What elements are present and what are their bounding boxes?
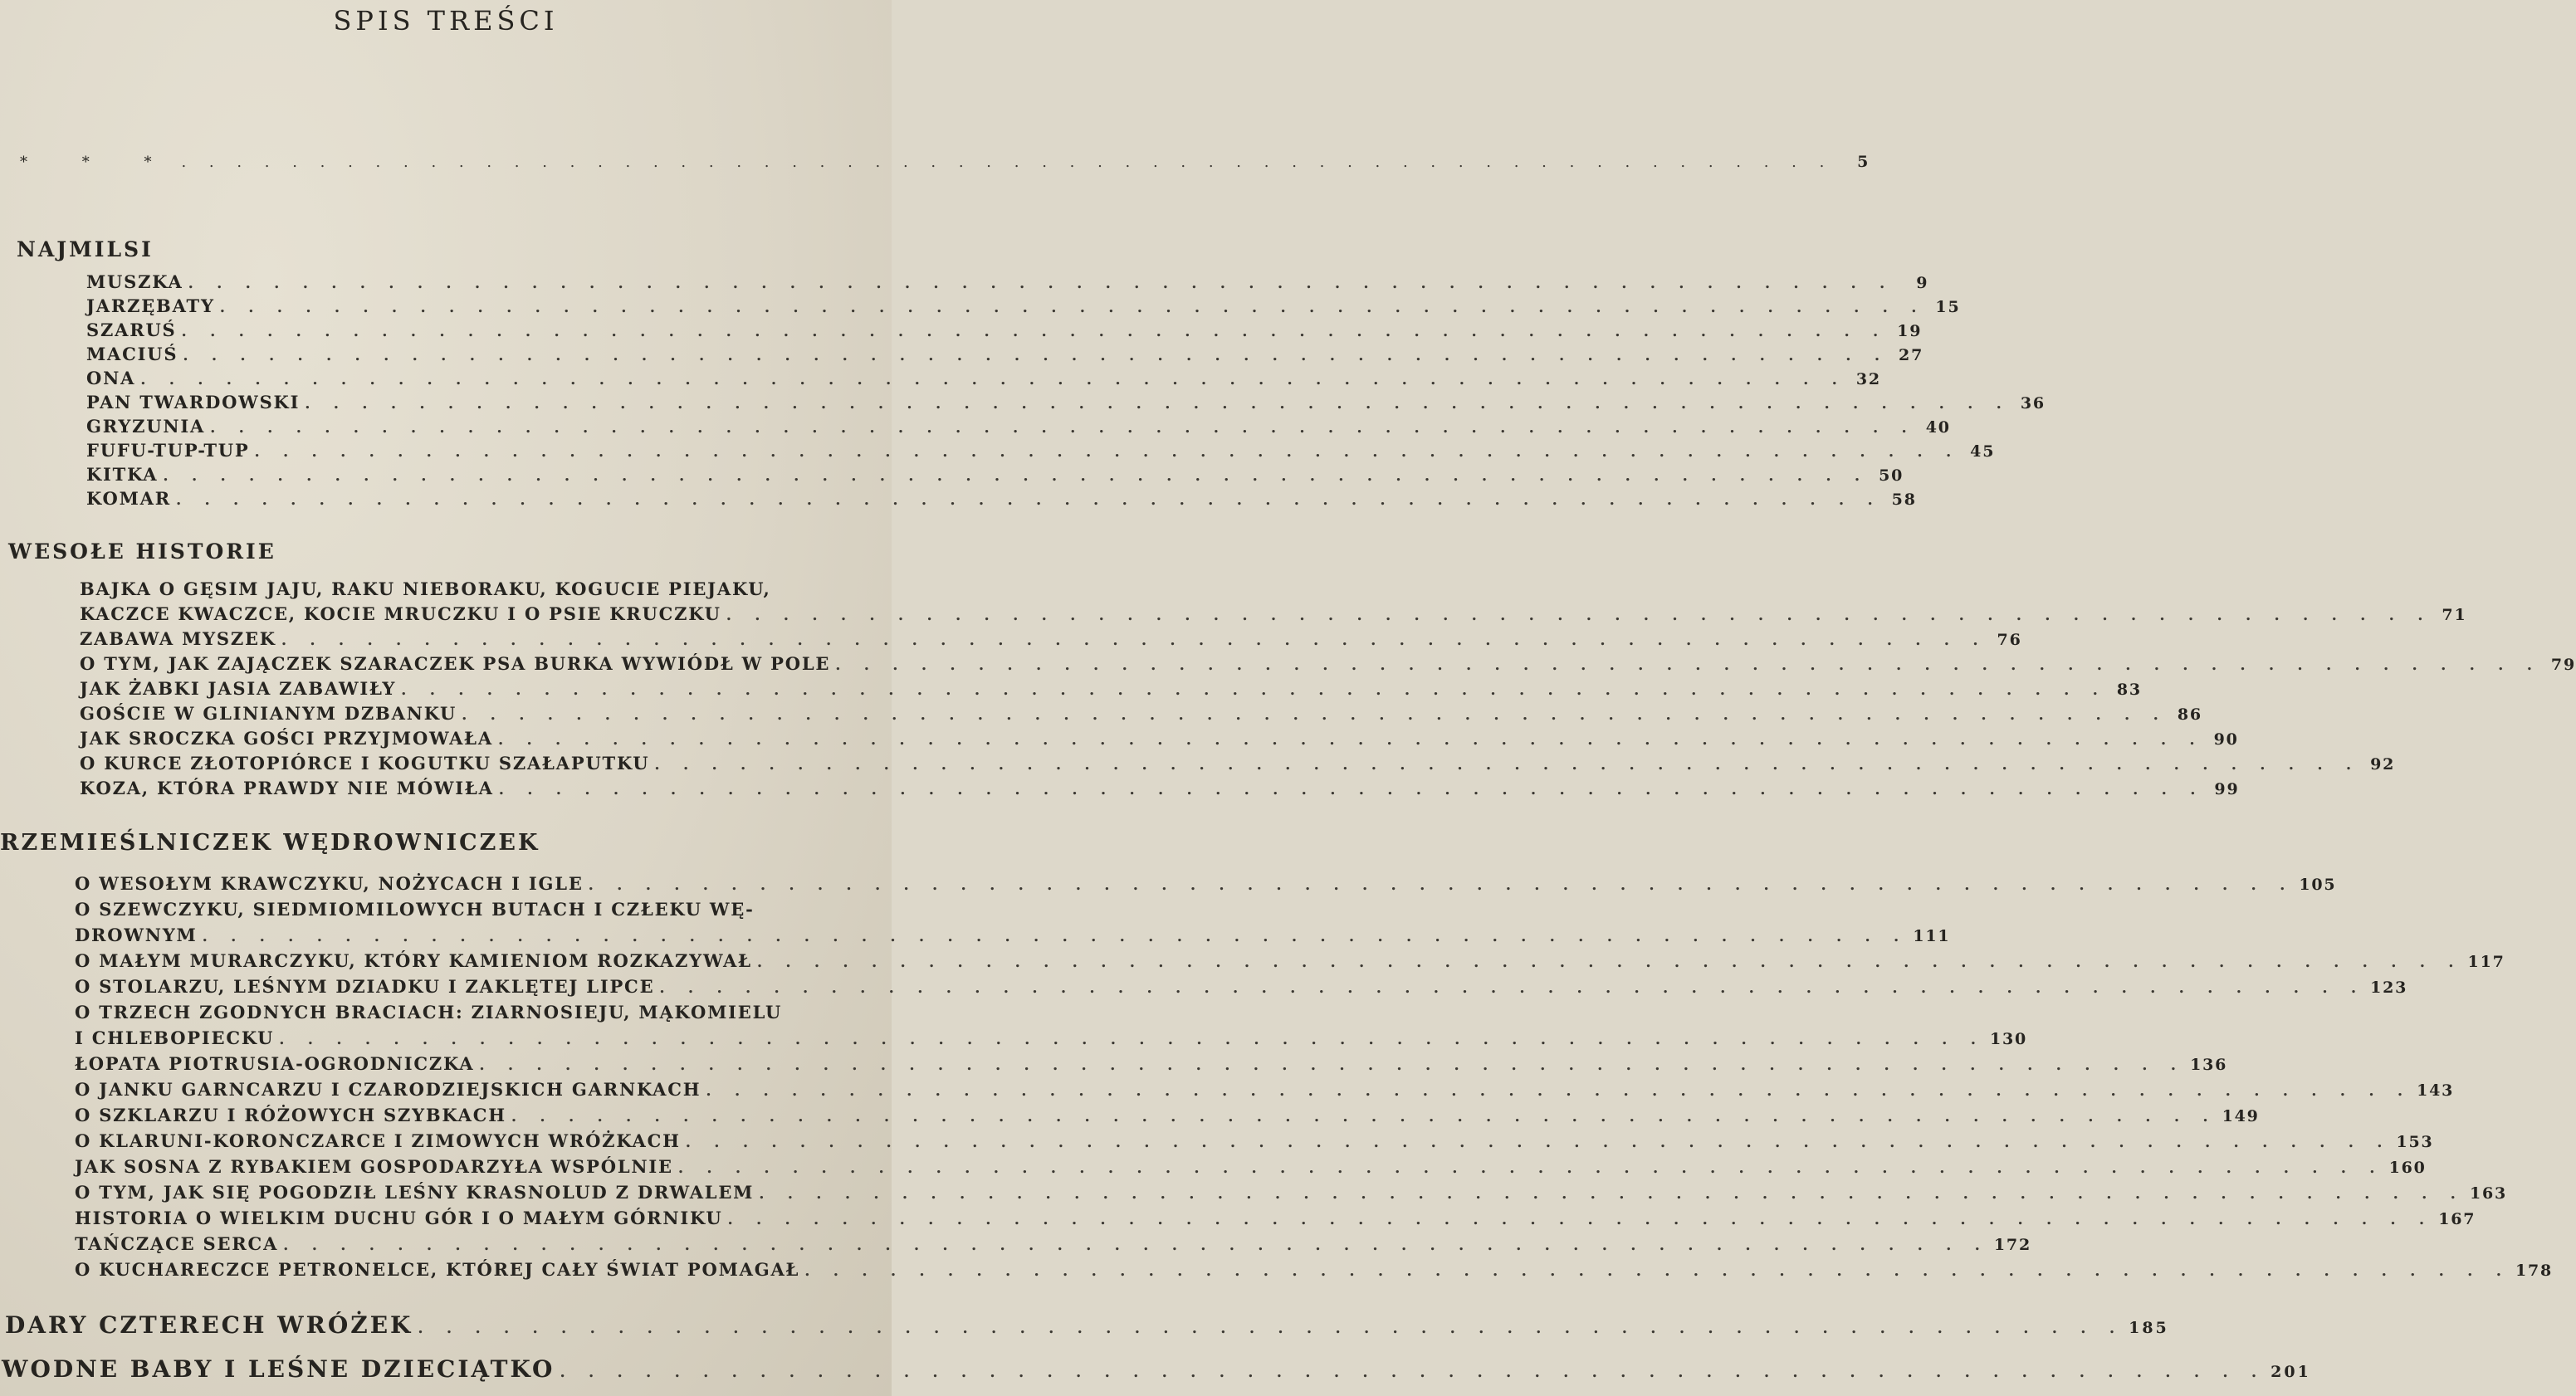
toc-entry[interactable]: GOŚCIE W GLINIANYM DZBANKU . . . . . . . . . . . . . . . . . . . . . . . . . . . . . . . . . . . . . . . . . . . . . . . . . . . . . . . . . . . . 86	[80, 703, 2202, 724]
toc-entry[interactable]: JAK ŻABKI JASIA ZABAWIŁY . . . . . . . . . . . . . . . . . . . . . . . . . . . . . . . . . . . . . . . . . . . . . . . . . . . . . . . . . . . . 83	[80, 678, 2142, 699]
toc-entry[interactable]: JAK SOSNA Z RYBAKIEM GOSPODARZYŁA WSPÓLNIE . . . . . . . . . . . . . . . . . . . . . . . . . . . . . . . . . . . . . . . . . . . . . . . . . . . . . . . . . . . . 160	[75, 1156, 2427, 1177]
toc-entry[interactable]: DROWNYM . . . . . . . . . . . . . . . . . . . . . . . . . . . . . . . . . . . . . . . . . . . . . . . . . . . . . . . . . . . . 111	[75, 925, 1951, 945]
toc-entry[interactable]: SZARUŚ . . . . . . . . . . . . . . . . . . . . . . . . . . . . . . . . . . . . . . . . . . . . . . . . . . . . . . . . . . . . 19	[86, 320, 1923, 340]
toc-entry[interactable]: FUFU-TUP-TUP . . . . . . . . . . . . . . . . . . . . . . . . . . . . . . . . . . . . . . . . . . . . . . . . . . . . . . . . . . . . 45	[86, 440, 1996, 461]
toc-entry[interactable]: O MAŁYM MURARCZYKU, KTÓRY KAMIENIOM ROZKAZYWAŁ . . . . . . . . . . . . . . . . . . . . . . . . . . . . . . . . . . . . . . . . . . . . . . . . . . . . . . . . . . . . 117	[75, 950, 2505, 971]
toc-entry[interactable]: JARZĘBATY . . . . . . . . . . . . . . . . . . . . . . . . . . . . . . . . . . . . . . . . . . . . . . . . . . . . . . . . . . . . 15	[86, 295, 1961, 316]
toc-entry[interactable]: GRYZUNIA . . . . . . . . . . . . . . . . . . . . . . . . . . . . . . . . . . . . . . . . . . . . . . . . . . . . . . . . . . . . 40	[86, 416, 1951, 437]
toc-entry[interactable]: KOMAR . . . . . . . . . . . . . . . . . . . . . . . . . . . . . . . . . . . . . . . . . . . . . . . . . . . . . . . . . . . . 58	[86, 488, 1917, 509]
toc-entry-section[interactable]: WODNE BABY I LEŚNE DZIECIĄTKO . . . . . . . . . . . . . . . . . . . . . . . . . . . . . . . . . . . . . . . . . . . . . . . . . . . . . . . . . . . . 201	[2, 1355, 2311, 1383]
toc-entry[interactable]: JAK SROCZKA GOŚCI PRZYJMOWAŁA . . . . . . . . . . . . . . . . . . . . . . . . . . . . . . . . . . . . . . . . . . . . . . . . . . . . . . . . . . . . 90	[80, 728, 2239, 749]
toc-entry[interactable]: ŁOPATA PIOTRUSIA-OGRODNICZKA . . . . . . . . . . . . . . . . . . . . . . . . . . . . . . . . . . . . . . . . . . . . . . . . . . . . . . . . . . . . 136	[75, 1053, 2228, 1074]
toc-entry-section[interactable]: DARY CZTERECH WRÓŻEK . . . . . . . . . . . . . . . . . . . . . . . . . . . . . . . . . . . . . . . . . . . . . . . . . . . . . . . . . . . . 185	[5, 1311, 2169, 1339]
toc-entry[interactable]: O WESOŁYM KRAWCZYKU, NOŻYCACH I IGLE . . . . . . . . . . . . . . . . . . . . . . . . . . . . . . . . . . . . . . . . . . . . . . . . . . . . . . . . . . . . 105	[75, 873, 2337, 894]
toc-entry[interactable]: O KUCHARECZCE PETRONELCE, KTÓREJ CAŁY ŚWIAT POMAGAŁ . . . . . . . . . . . . . . . . . . . . . . . . . . . . . . . . . . . . . . . . . . . . . . . . . . . . . . . . . . . . 178	[75, 1259, 2554, 1280]
toc-entry[interactable]: BAJKA O GĘSIM JAJU, RAKU NIEBORAKU, KOGUCIE PIEJAKU,	[80, 578, 771, 599]
toc-entry[interactable]: MACIUŚ . . . . . . . . . . . . . . . . . . . . . . . . . . . . . . . . . . . . . . . . . . . . . . . . . . . . . . . . . . . . 27	[86, 344, 1924, 364]
toc-entry[interactable]: O STOLARZU, LEŚNYM DZIADKU I ZAKLĘTEJ LIPCE . . . . . . . . . . . . . . . . . . . . . . . . . . . . . . . . . . . . . . . . . . . . . . . . . . . . . . . . . . . . 123	[75, 976, 2408, 997]
section-heading: WESOŁE HISTORIE	[8, 539, 276, 564]
toc-entry[interactable]: KACZCE KWACZCE, KOCIE MRUCZKU I O PSIE KRUCZKU . . . . . . . . . . . . . . . . . . . . . . . . . . . . . . . . . . . . . . . . . . . . . . . . . . . . . . . . . . . . 71	[80, 603, 2467, 624]
toc-entry[interactable]: O KURCE ZŁOTOPIÓRCE I KOGUTKU SZAŁAPUTKU . . . . . . . . . . . . . . . . . . . . . . . . . . . . . . . . . . . . . . . . . . . . . . . . . . . . . . . . . . . . 92	[80, 753, 2396, 774]
toc-entry[interactable]: O JANKU GARNCARZU I CZARODZIEJSKICH GARNKACH . . . . . . . . . . . . . . . . . . . . . . . . . . . . . . . . . . . . . . . . . . . . . . . . . . . . . . . . . . . . 143	[75, 1079, 2455, 1100]
toc-entry[interactable]: O TYM, JAK SIĘ POGODZIŁ LEŚNY KRASNOLUD Z DRWALEM . . . . . . . . . . . . . . . . . . . . . . . . . . . . . . . . . . . . . . . . . . . . . . . . . . . . . . . . . . . . 163	[75, 1182, 2508, 1203]
toc-entry[interactable]: O SZKLARZU I RÓŻOWYCH SZYBKACH . . . . . . . . . . . . . . . . . . . . . . . . . . . . . . . . . . . . . . . . . . . . . . . . . . . . . . . . . . . . 149	[75, 1105, 2260, 1125]
toc-entry[interactable]: KITKA . . . . . . . . . . . . . . . . . . . . . . . . . . . . . . . . . . . . . . . . . . . . . . . . . . . . . . . . . . . . 50	[86, 464, 1904, 485]
toc-entry[interactable]: MUSZKA . . . . . . . . . . . . . . . . . . . . . . . . . . . . . . . . . . . . . . . . . . . . . . . . . . . . . . . . . . . . 9	[86, 271, 1929, 292]
toc-entry[interactable]: TAŃCZĄCE SERCA . . . . . . . . . . . . . . . . . . . . . . . . . . . . . . . . . . . . . . . . . . . . . . . . . . . . . . . . . . . . 172	[75, 1233, 2031, 1254]
page-number: 5	[1857, 153, 1869, 171]
toc-entry[interactable]: O TYM, JAK ZAJĄCZEK SZARACZEK PSA BURKA WYWIÓDŁ W POLE . . . . . . . . . . . . . . . . . . . . . . . . . . . . . . . . . . . . . . . . . . . . . . . . . . . . . . . . . . . . 79	[80, 653, 2576, 674]
leader-dots: . . . . . . . . . . . . . . . . . . . . . . . . . . . . . . . . . . . . . . . . . . . . . . . . . . . . . . . . . . . .	[181, 154, 1834, 171]
toc-entry[interactable]: HISTORIA O WIELKIM DUCHU GÓR I O MAŁYM GÓRNIKU . . . . . . . . . . . . . . . . . . . . . . . . . . . . . . . . . . . . . . . . . . . . . . . . . . . . . . . . . . . . 167	[75, 1208, 2476, 1228]
asterism: * * *	[20, 154, 177, 171]
section-heading: NAJMILSI	[17, 237, 154, 261]
page-title: SPIS TREŚCI	[333, 5, 559, 37]
toc-entry[interactable]: O TRZECH ZGODNYCH BRACIACH: ZIARNOSIEJU, MĄKOMIELU	[75, 1002, 783, 1023]
toc-entry-intro[interactable]	[20, 153, 1869, 171]
toc-entry[interactable]: PAN TWARDOWSKI . . . . . . . . . . . . . . . . . . . . . . . . . . . . . . . . . . . . . . . . . . . . . . . . . . . . . . . . . . . . 36	[86, 392, 2046, 412]
toc-entry[interactable]: O KLARUNI-KORONCZARCE I ZIMOWYCH WRÓŻKACH . . . . . . . . . . . . . . . . . . . . . . . . . . . . . . . . . . . . . . . . . . . . . . . . . . . . . . . . . . . . 153	[75, 1130, 2434, 1151]
toc-entry[interactable]: KOZA, KTÓRA PRAWDY NIE MÓWIŁA . . . . . . . . . . . . . . . . . . . . . . . . . . . . . . . . . . . . . . . . . . . . . . . . . . . . . . . . . . . . 99	[80, 778, 2240, 798]
toc-entry[interactable]: ONA . . . . . . . . . . . . . . . . . . . . . . . . . . . . . . . . . . . . . . . . . . . . . . . . . . . . . . . . . . . . 32	[86, 368, 1881, 388]
toc-entry[interactable]: ZABAWA MYSZEK . . . . . . . . . . . . . . . . . . . . . . . . . . . . . . . . . . . . . . . . . . . . . . . . . . . . . . . . . . . . 76	[80, 628, 2022, 649]
section-heading: RZEMIEŚLNICZEK WĘDROWNICZEK	[0, 830, 540, 856]
toc-entry[interactable]: I CHLEBOPIECKU . . . . . . . . . . . . . . . . . . . . . . . . . . . . . . . . . . . . . . . . . . . . . . . . . . . . . . . . . . . . 130	[75, 1027, 2028, 1048]
toc-entry[interactable]: O SZEWCZYKU, SIEDMIOMILOWYCH BUTACH I CZŁEKU WĘ-	[75, 899, 755, 920]
